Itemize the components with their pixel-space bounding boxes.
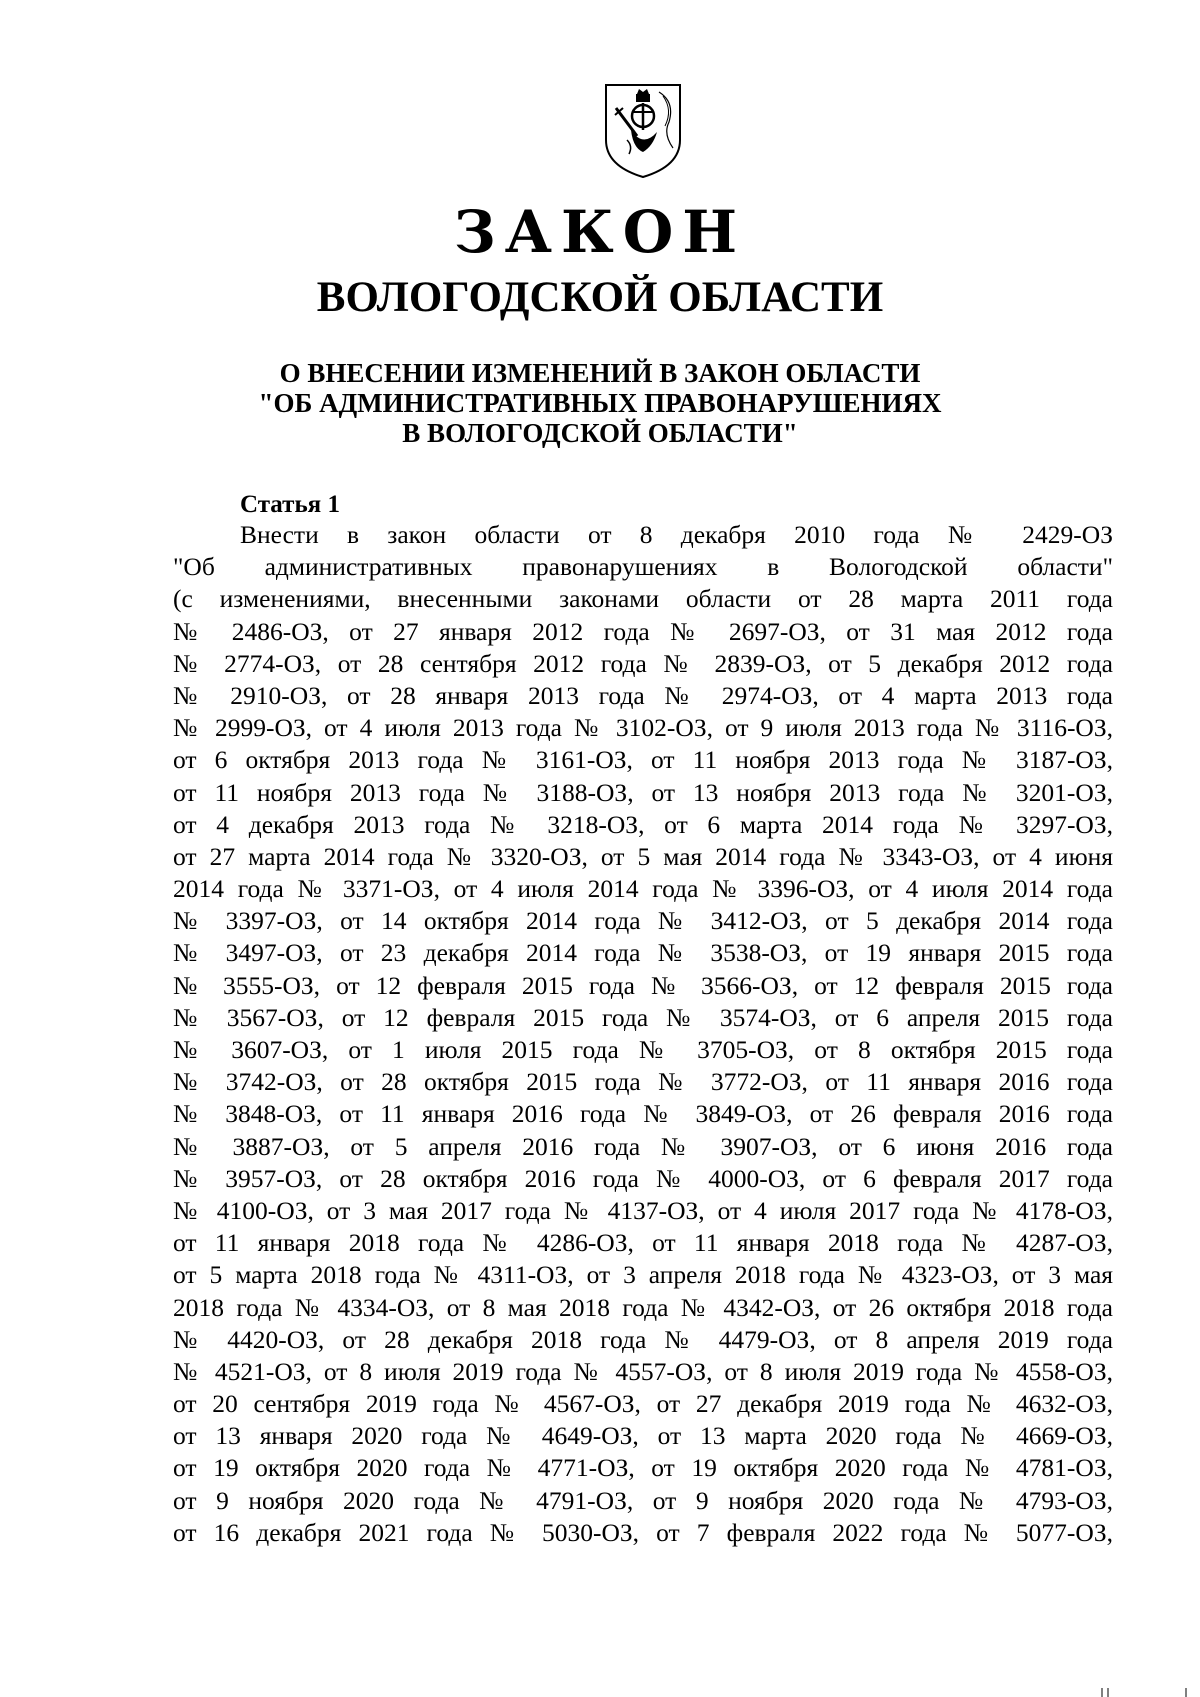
body-line: от 6 октября 2013 года № 3161-ОЗ, от 11 ноября 2013 года № 3187-ОЗ, <box>173 745 1113 775</box>
body-line: от 19 октября 2020 года № 4771-ОЗ, от 19 октября 2020 года № 4781-ОЗ, <box>173 1453 1113 1483</box>
document-title: ЗАКОН <box>453 198 747 266</box>
law-heading <box>0 358 1200 448</box>
heading-line: "ОБ АДМИНИСТРАТИВНЫХ ПРАВОНАРУШЕНИЯХ <box>258 388 942 418</box>
body-line: № 4521-ОЗ, от 8 июля 2019 года № 4557-ОЗ, от 8 июля 2019 года № 4558-ОЗ, <box>173 1356 1113 1386</box>
scan-edge-marks <box>1090 1680 1200 1697</box>
coat-of-arms-icon <box>603 82 683 180</box>
body-line: от 11 января 2018 года № 4286-ОЗ, от 11 января 2018 года № 4287-ОЗ, <box>173 1228 1113 1258</box>
body-line: № 3567-ОЗ, от 12 февраля 2015 года № 3574-ОЗ, от 6 апреля 2015 года <box>173 1002 1113 1032</box>
body-line: "Об административных правонарушениях в Вологодской области" <box>173 552 1113 582</box>
article-body <box>173 519 1113 1549</box>
body-line: № 3497-ОЗ, от 23 декабря 2014 года № 3538-ОЗ, от 19 января 2015 года <box>173 938 1113 968</box>
body-line: Внести в закон области от 8 декабря 2010 года № 2429-ОЗ <box>240 520 1113 549</box>
body-line: № 2999-ОЗ, от 4 июля 2013 года № 3102-ОЗ, от 9 июля 2013 года № 3116-ОЗ, <box>173 713 1113 743</box>
body-line: от 27 марта 2014 года № 3320-ОЗ, от 5 мая 2014 года № 3343-ОЗ, от 4 июня <box>173 841 1113 871</box>
body-line: № 2774-ОЗ, от 28 сентября 2012 года № 2839-ОЗ, от 5 декабря 2012 года <box>173 648 1113 678</box>
body-line: от 11 ноября 2013 года № 3188-ОЗ, от 13 ноября 2013 года № 3201-ОЗ, <box>173 777 1113 807</box>
body-line: (с изменениями, внесенными законами области от 28 марта 2011 года <box>173 584 1113 614</box>
body-line: № 3957-ОЗ, от 28 октября 2016 года № 4000-ОЗ, от 6 февраля 2017 года <box>173 1163 1113 1193</box>
body-line: от 16 декабря 2021 года № 5030-ОЗ, от 7 февраля 2022 года № 5077-ОЗ, <box>173 1517 1113 1547</box>
body-line: от 5 марта 2018 года № 4311-ОЗ, от 3 апреля 2018 года № 4323-ОЗ, от 3 мая <box>173 1260 1113 1290</box>
body-line: № 2486-ОЗ, от 27 января 2012 года № 2697-ОЗ, от 31 мая 2012 года <box>173 616 1113 646</box>
body-line: от 20 сентября 2019 года № 4567-ОЗ, от 27 декабря 2019 года № 4632-ОЗ, <box>173 1389 1113 1419</box>
heading-line: В ВОЛОГОДСКОЙ ОБЛАСТИ" <box>402 418 798 448</box>
body-line: 2018 года № 4334-ОЗ, от 8 мая 2018 года № 4342-ОЗ, от 26 октября 2018 года <box>173 1292 1113 1322</box>
heading-line: О ВНЕСЕНИИ ИЗМЕНЕНИЙ В ЗАКОН ОБЛАСТИ <box>279 358 921 388</box>
article-title: Статья 1 <box>240 491 340 518</box>
body-line: № 4420-ОЗ, от 28 декабря 2018 года № 4479-ОЗ, от 8 апреля 2019 года <box>173 1324 1113 1354</box>
body-line: 2014 года № 3371-ОЗ, от 4 июля 2014 года № 3396-ОЗ, от 4 июля 2014 года <box>173 874 1113 904</box>
body-line: № 2910-ОЗ, от 28 января 2013 года № 2974-ОЗ, от 4 марта 2013 года <box>173 680 1113 710</box>
document-subtitle: ВОЛОГОДСКОЙ ОБЛАСТИ <box>316 274 884 321</box>
body-line: от 9 ноября 2020 года № 4791-ОЗ, от 9 ноября 2020 года № 4793-ОЗ, <box>173 1485 1113 1515</box>
body-line: № 3848-ОЗ, от 11 января 2016 года № 3849-ОЗ, от 26 февраля 2016 года <box>173 1099 1113 1129</box>
body-line: № 3555-ОЗ, от 12 февраля 2015 года № 3566-ОЗ, от 12 февраля 2015 года <box>173 970 1113 1000</box>
body-line: № 3887-ОЗ, от 5 апреля 2016 года № 3907-ОЗ, от 6 июня 2016 года <box>173 1131 1113 1161</box>
body-line: № 3397-ОЗ, от 14 октября 2014 года № 3412-ОЗ, от 5 декабря 2014 года <box>173 906 1113 936</box>
body-line: от 13 января 2020 года № 4649-ОЗ, от 13 марта 2020 года № 4669-ОЗ, <box>173 1421 1113 1451</box>
body-line: № 3607-ОЗ, от 1 июля 2015 года № 3705-ОЗ, от 8 октября 2015 года <box>173 1035 1113 1064</box>
body-line: № 3742-ОЗ, от 28 октября 2015 года № 3772-ОЗ, от 11 января 2016 года <box>173 1067 1113 1097</box>
body-line: № 4100-ОЗ, от 3 мая 2017 года № 4137-ОЗ, от 4 июля 2017 года № 4178-ОЗ, <box>173 1195 1113 1225</box>
body-line: от 4 декабря 2013 года № 3218-ОЗ, от 6 марта 2014 года № 3297-ОЗ, <box>173 809 1113 839</box>
